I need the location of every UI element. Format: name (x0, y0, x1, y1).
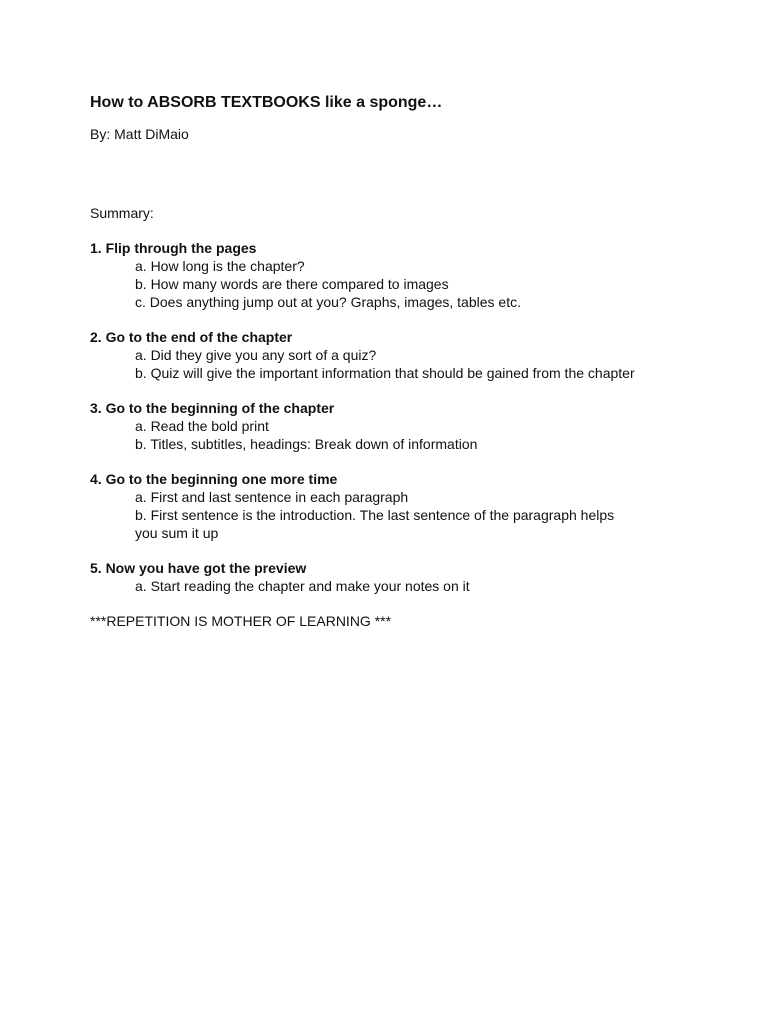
list-item-continuation: you sum it up (135, 525, 219, 541)
section-5 (90, 559, 710, 595)
document-body (90, 93, 710, 630)
list-item: a. First and last sentence in each paragraph (135, 489, 409, 505)
footer-note: ***REPETITION IS MOTHER OF LEARNING *** (90, 613, 392, 629)
list-item: b. Titles, subtitles, headings: Break down of information (135, 436, 478, 452)
section-heading: 3. Go to the beginning of the chapter (90, 400, 335, 416)
document-title: How to ABSORB TEXTBOOKS like a sponge… (90, 94, 443, 111)
summary-label: Summary: (90, 205, 154, 221)
list-item: a. Start reading the chapter and make your notes on it (135, 578, 470, 594)
section-heading: 1. Flip through the pages (90, 240, 257, 256)
list-item: c. Does anything jump out at you? Graphs, images, tables etc. (135, 294, 521, 310)
section-2 (90, 328, 710, 382)
section-heading: 5. Now you have got the preview (90, 560, 307, 576)
list-item: b. How many words are there compared to images (135, 276, 449, 292)
list-item: b. Quiz will give the important information that should be gained from the chapter (135, 365, 635, 381)
list-item: a. Did they give you any sort of a quiz? (135, 347, 377, 363)
section-3 (90, 399, 710, 453)
section-1 (90, 239, 710, 311)
list-item: b. First sentence is the introduction. The last sentence of the paragraph helps (135, 507, 615, 523)
section-heading: 4. Go to the beginning one more time (90, 471, 338, 487)
section-4 (90, 470, 710, 542)
author-line: By: Matt DiMaio (90, 126, 189, 142)
list-item: a. Read the bold print (135, 418, 269, 434)
list-item: a. How long is the chapter? (135, 258, 305, 274)
section-heading: 2. Go to the end of the chapter (90, 329, 293, 345)
